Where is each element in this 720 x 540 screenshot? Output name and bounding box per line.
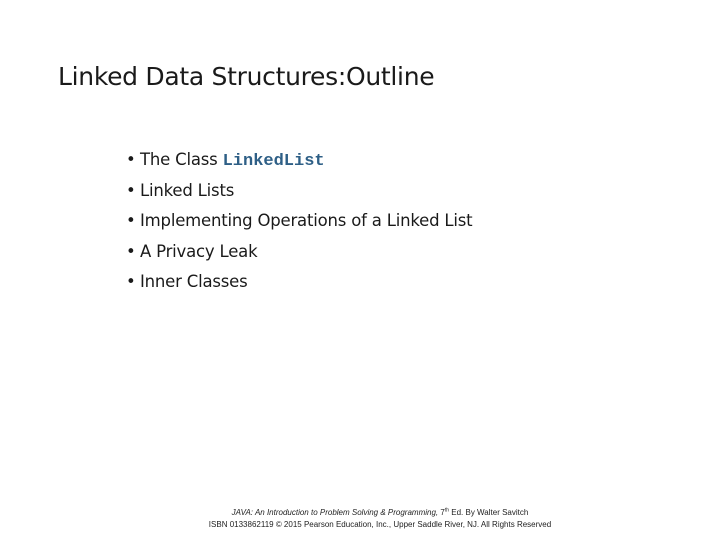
footer-citation [0,508,720,517]
bullet-text: Linked Lists [140,180,235,200]
bullet-text: Implementing Operations of a Linked List [140,211,473,230]
bullet-text: The Class [140,150,223,169]
bullet-code-text: LinkedList [222,152,325,171]
bullet-item-linked-lists [126,176,472,207]
footer-edition-number: 7 [440,508,445,517]
footer-edition-suffix: th [444,507,450,514]
bullet-icon: • [126,180,136,200]
bullet-icon: • [126,272,136,291]
bullet-item-privacy-leak [126,237,472,268]
bullet-icon: • [126,150,136,169]
bullet-icon: • [126,211,136,230]
footer-copyright: ISBN 0133862119 © 2015 Pearson Education, Inc., Upper Saddle River, NJ. All Rights Reserved [208,520,552,529]
footer-book-title: JAVA: An Introduction to Problem Solving & Programming, [231,508,439,517]
bullet-item-implementing-operations [126,206,472,237]
bullet-icon: • [126,241,136,261]
bullet-item-inner-classes [126,267,472,298]
bullet-text: A Privacy Leak [140,241,258,261]
bullet-item-linkedlist-class [126,145,472,176]
footer-edition-author: Ed. By Walter Savitch [451,508,529,517]
slide-title: Linked Data Structures:Outline [58,62,435,91]
bullet-list [126,145,472,298]
bullet-text: Inner Classes [140,272,248,291]
